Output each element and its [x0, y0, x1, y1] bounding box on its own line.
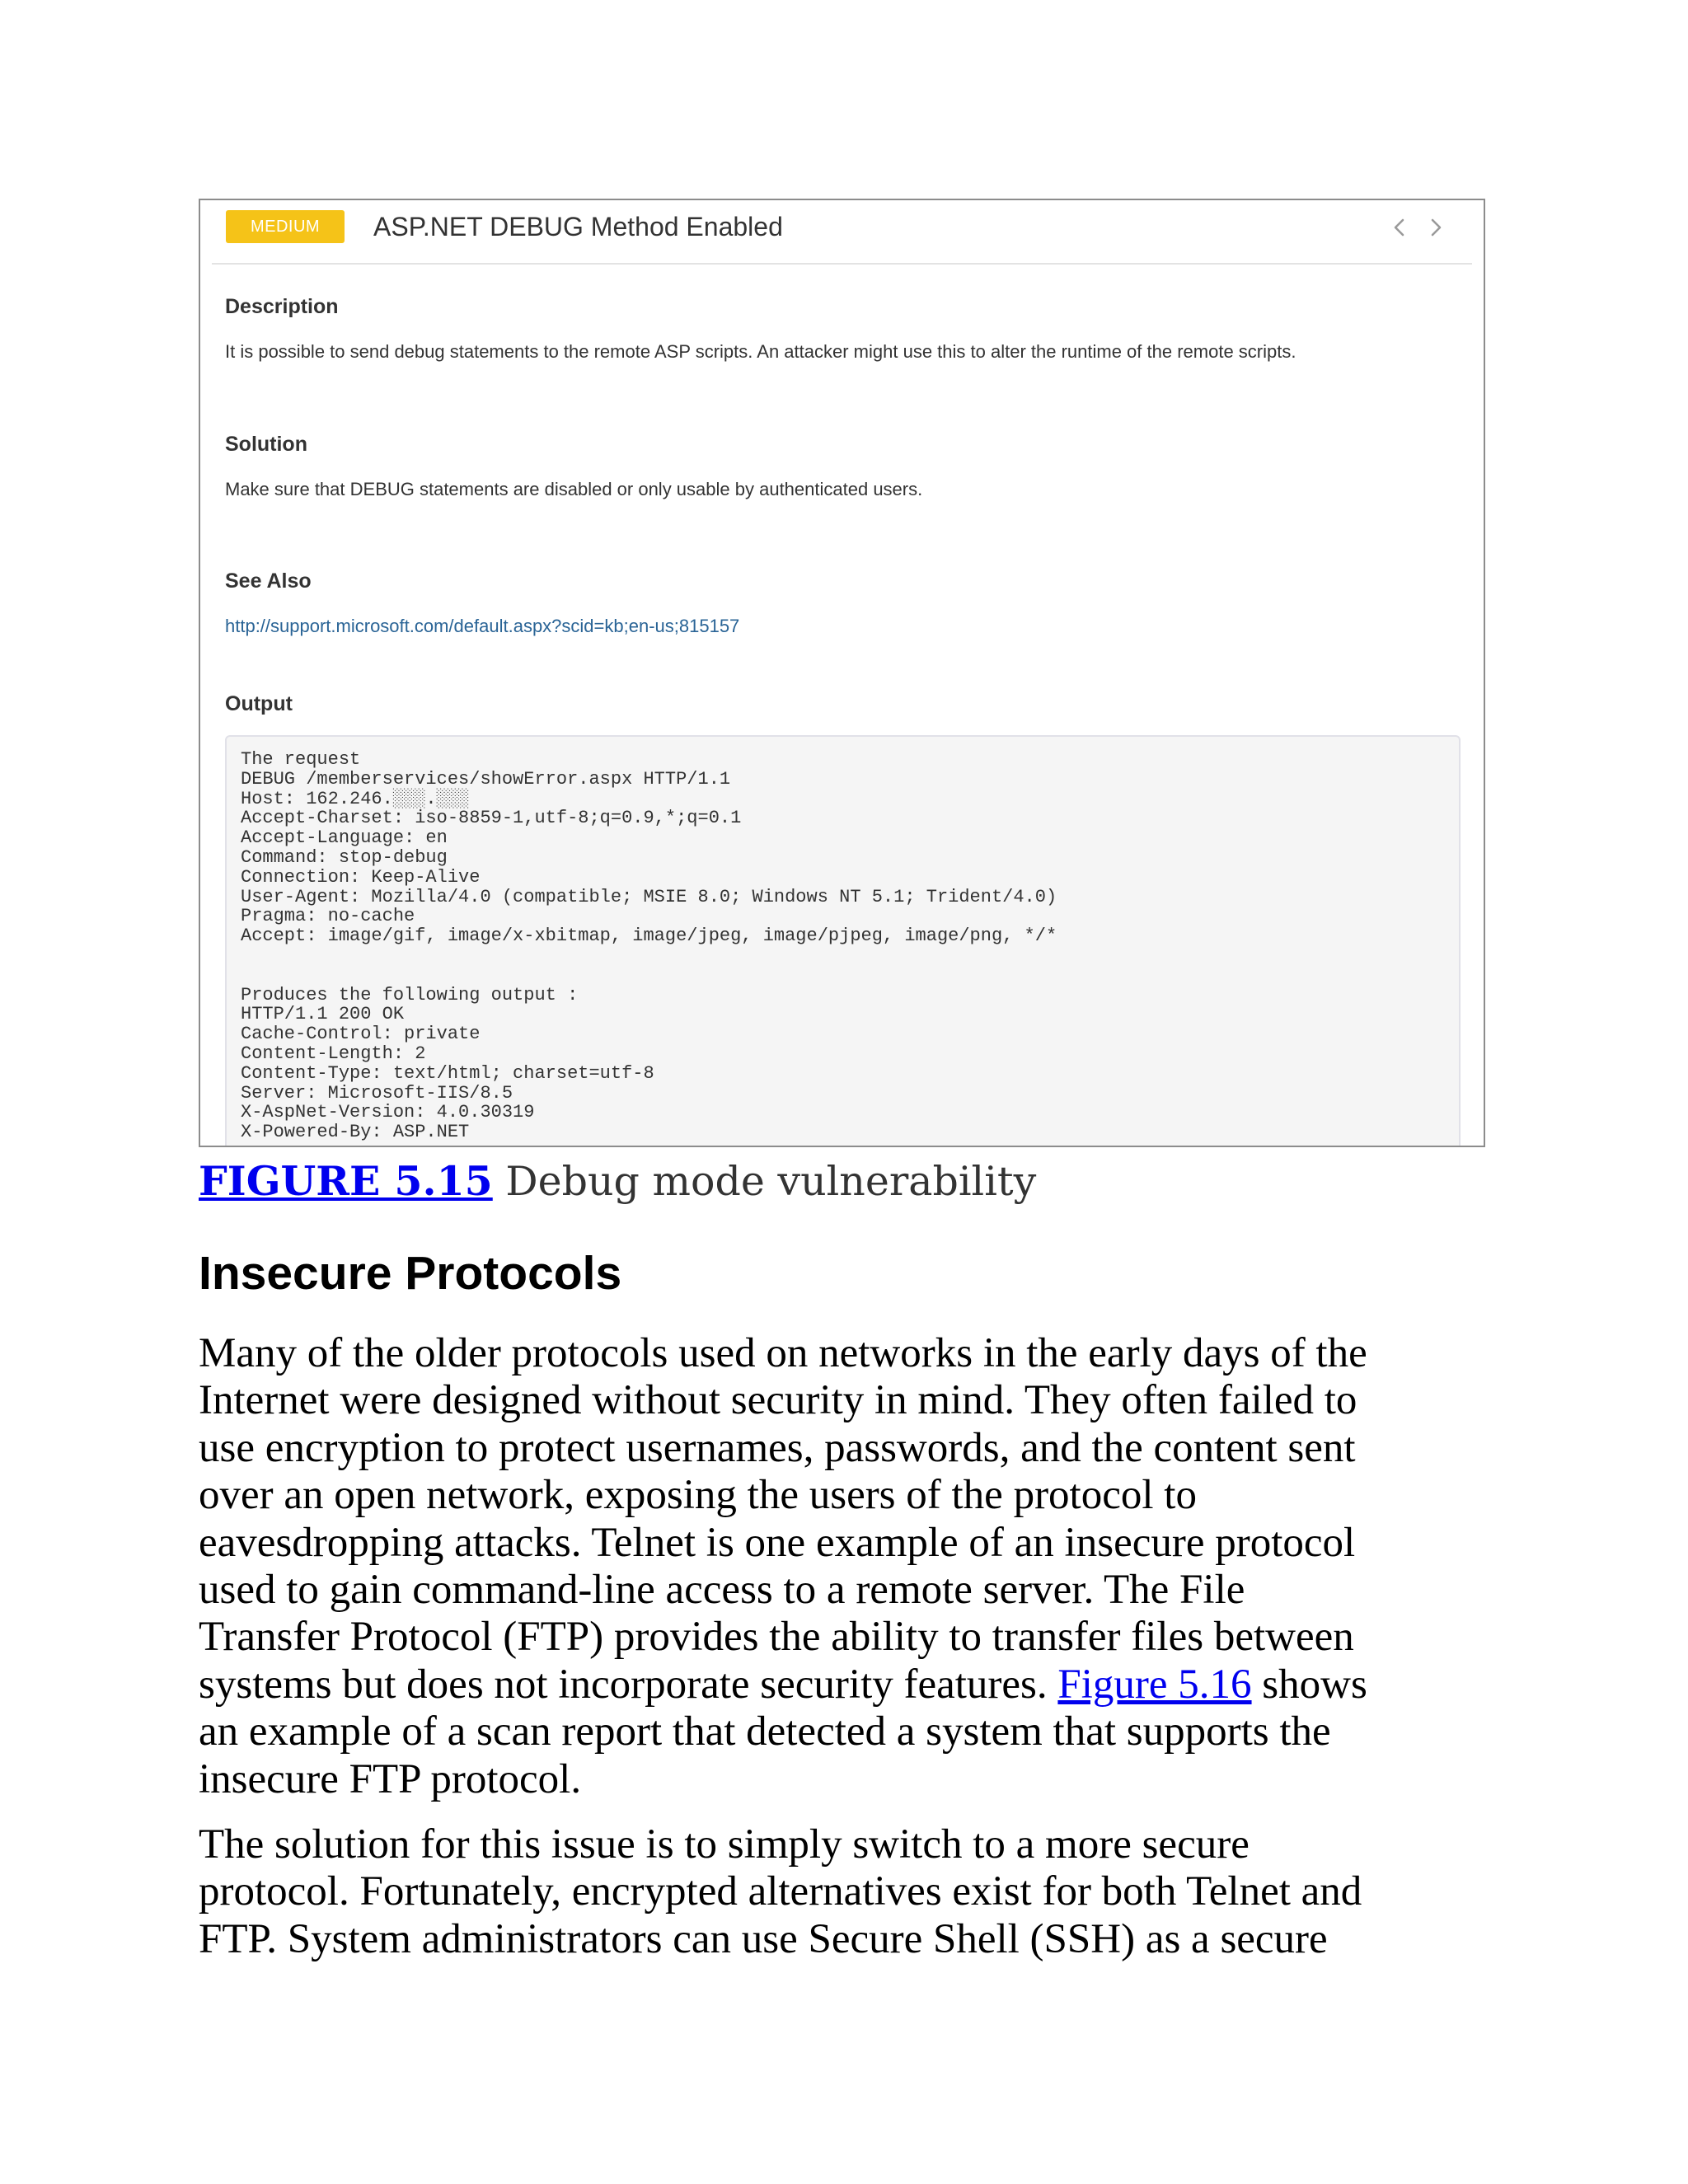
text-line: use encryption to protect usernames, passwords, and the content sent	[199, 1424, 1356, 1471]
figure-link[interactable]: FIGURE 5.15	[199, 1157, 493, 1205]
text-line: Many of the older protocols used on networks in the early days of the	[199, 1330, 1367, 1376]
severity-badge: MEDIUM	[226, 210, 345, 243]
text-line: Transfer Protocol (FTP) provides the ability to transfer files between	[199, 1614, 1354, 1661]
section-heading: Insecure Protocols	[199, 1247, 622, 1300]
paragraph-1	[199, 1330, 1493, 1803]
output-code-block	[225, 735, 1461, 1147]
solution-text: Make sure that DEBUG statements are disabled or only usable by authenticated users.	[225, 479, 923, 499]
description-heading: Description	[225, 295, 339, 318]
paragraph-2	[199, 1821, 1493, 1963]
scan-report-screenshot	[199, 199, 1485, 1147]
text-line	[199, 1661, 1493, 1708]
text-line: protocol. Fortunately, encrypted alternatives exist for both Telnet and	[199, 1868, 1362, 1915]
output-code: The request DEBUG /memberservices/showError.aspx HTTP/1.1 Host: 162.246.░░░.░░░ Accept-Charset: iso-8859-1,utf-8;q=0.9,*;q=0.1 Accept-Language: en Command: stop-debug Connection: Keep-Alive User-Agent: Mozilla/4.0 (compatible; MSIE 8.0; Windows NT 5.1; Trident/4.0) Pragma: no-cache Accept: image/gif, image/x-xbitmap, image/jpeg, image/pjpeg, image/png, */* Produces the following output : HTTP/1.1 200 OK Cache-Control: private Content-Length: 2 Content-Type: text/html; charset=utf-8 Server: Microsoft-IIS/8.5 X-AspNet-Version: 4.0.30319 X-Powered-By: ASP.NET	[241, 749, 1057, 1143]
text-run: shows	[1251, 1661, 1367, 1708]
text-line: The solution for this issue is to simply switch to a more secure	[199, 1821, 1250, 1868]
chevron-right-icon	[1423, 213, 1448, 241]
text-line: eavesdropping attacks. Telnet is one example of an insecure protocol	[199, 1519, 1356, 1566]
chevron-left-icon	[1387, 213, 1412, 241]
output-heading: Output	[225, 692, 293, 715]
text-line: an example of a scan report that detected a system that supports the	[199, 1708, 1331, 1755]
text-line: FTP. System administrators can use Secure Shell (SSH) as a secure	[199, 1915, 1328, 1962]
text-run: systems but does not incorporate security features.	[199, 1661, 1058, 1708]
figure-5-16-link[interactable]: Figure 5.16	[1057, 1661, 1252, 1708]
finding-header	[212, 200, 1472, 265]
text-line: used to gain command-line access to a remote server. The File	[199, 1567, 1245, 1614]
previous-finding-button[interactable]	[1387, 213, 1412, 241]
text-line: over an open network, exposing the users of the protocol to	[199, 1472, 1197, 1519]
text-line: insecure FTP protocol.	[199, 1755, 582, 1802]
text-line: Internet were designed without security in mind. They often failed to	[199, 1377, 1357, 1424]
next-finding-button[interactable]	[1423, 213, 1448, 241]
see-also-heading: See Also	[225, 569, 312, 593]
description-text: It is possible to send debug statements to the remote ASP scripts. An attacker might use this to alter the runtime of the remote scripts.	[225, 341, 1296, 362]
see-also-link[interactable]: http://support.microsoft.com/default.aspx?scid=kb;en-us;815157	[225, 616, 740, 636]
finding-title: ASP.NET DEBUG Method Enabled	[373, 212, 783, 241]
solution-heading: Solution	[225, 433, 307, 456]
caption-text: Debug mode vulnerability	[492, 1158, 1037, 1205]
figure-caption	[199, 1157, 1036, 1205]
